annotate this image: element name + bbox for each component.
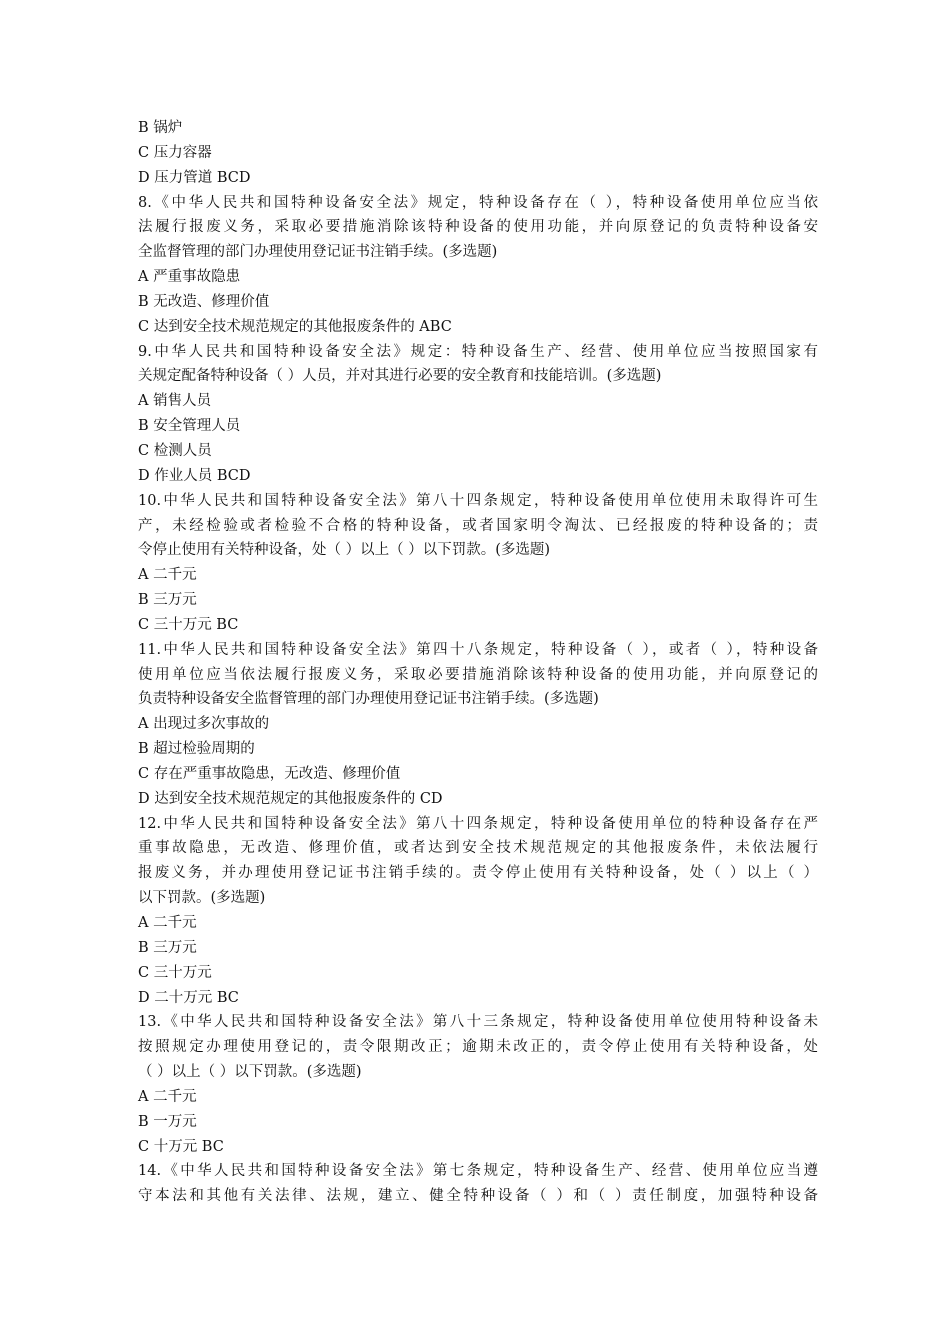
question-9-option-a: A 销售人员 <box>138 393 212 410</box>
question-10-option-a: A 二千元 <box>138 567 197 584</box>
question-11-line-2: 使用单位应当依法履行报废义务，采取必要措施消除该特种设备的使用功能，并向原登记的 <box>138 666 818 683</box>
question-12-option-d-answer: D 二十万元 BC <box>138 989 239 1006</box>
question-9-option-d-answer: D 作业人员 BCD <box>138 467 251 484</box>
option-b-boiler: B 锅炉 <box>138 120 183 136</box>
question-12-line-4: 以下罚款。(多选题) <box>138 890 266 907</box>
question-8-line-2: 法履行报废义务，采取必要措施消除该特种设备的使用功能，并向原登记的负责特种设备安 <box>138 219 818 236</box>
question-9-option-c: C 检测人员 <box>138 442 212 459</box>
question-12-line-1: 12.中华人民共和国特种设备安全法》第八十四条规定，特种设备使用单位的特种设备存在严 <box>138 815 818 832</box>
question-11-option-d-answer: D 达到安全技术规范规定的其他报废条件的 CD <box>138 790 443 807</box>
question-11-option-a: A 出现过多次事故的 <box>138 716 270 733</box>
question-13-line-1: 13.《中华人民共和国特种设备安全法》第八十三条规定，特种设备使用单位使用特种设备未 <box>138 1014 818 1031</box>
question-11-line-3: 负责特种设备安全监督管理的部门办理使用登记证书注销手续。(多选题) <box>138 691 599 708</box>
question-10-line-1: 10.中华人民共和国特种设备安全法》第八十四条规定，特种设备使用单位使用未取得许可生 <box>138 492 818 509</box>
question-9-line-1: 9.中华人民共和国特种设备安全法》规定：特种设备生产、经营、使用单位应当按照国家有 <box>138 343 818 360</box>
question-8-line-1: 8.《中华人民共和国特种设备安全法》规定，特种设备存在（ ），特种设备使用单位应当依 <box>138 194 818 211</box>
question-12-option-a: A 二千元 <box>138 915 197 931</box>
question-13-option-b: B 一万元 <box>138 1113 197 1130</box>
question-10-line-2: 产，未经检验或者检验不合格的特种设备，或者国家明令淘汰、已经报废的特种设备的；责 <box>138 517 818 534</box>
question-8-option-c-answer: C 达到安全技术规范规定的其他报废条件的 ABC <box>138 318 452 335</box>
question-10-line-3: 令停止使用有关特种设备，处（ ）以上（ ）以下罚款。(多选题) <box>138 542 551 559</box>
question-12-option-c: C 三十万元 <box>138 964 212 981</box>
question-9-line-2: 关规定配备特种设备（ ）人员，并对其进行必要的安全教育和技能培训。(多选题) <box>138 368 662 385</box>
question-8-option-b: B 无改造、修理价值 <box>138 293 270 310</box>
question-12-line-3: 报废义务，并办理使用登记证书注销手续的。责令停止使用有关特种设备，处（ ）以上（ ） <box>138 865 818 882</box>
question-9-option-b: B 安全管理人员 <box>138 418 241 435</box>
question-11-option-b: B 超过检验周期的 <box>138 741 255 758</box>
question-12-line-2: 重事故隐患，无改造、修理价值，或者达到安全技术规范规定的其他报废条件，未依法履行 <box>138 840 818 857</box>
question-12-option-b: B 三万元 <box>138 939 197 956</box>
question-14-line-2: 守本法和其他有关法律、法规，建立、健全特种设备（ ）和（ ）责任制度，加强特种设备 <box>138 1188 818 1205</box>
question-13-line-2: 按照规定办理使用登记的，责令限期改正；逾期未改正的，责令停止使用有关特种设备，处 <box>138 1039 818 1056</box>
question-13-line-3: （ ）以上（ ）以下罚款。(多选题) <box>138 1064 362 1081</box>
option-d-pressure-pipe-answer: D 压力管道 BCD <box>138 169 251 186</box>
question-11-line-1: 11.中华人民共和国特种设备安全法》第四十八条规定，特种设备（ ），或者（ ），特种设备 <box>138 641 818 658</box>
question-10-option-b: B 三万元 <box>138 592 197 609</box>
document-page <box>138 116 818 1209</box>
question-8-option-a: A 严重事故隐患 <box>138 269 241 286</box>
question-10-option-c-answer: C 三十万元 BC <box>138 616 239 633</box>
question-8-line-3: 全监督管理的部门办理使用登记证书注销手续。(多选题) <box>138 244 498 261</box>
question-14-line-1: 14.《中华人民共和国特种设备安全法》第七条规定，特种设备生产、经营、使用单位应当遵 <box>138 1163 818 1180</box>
option-c-pressure-vessel: C 压力容器 <box>138 144 212 161</box>
question-13-option-a: A 二千元 <box>138 1088 197 1105</box>
question-13-option-c-answer: C 十万元 BC <box>138 1138 224 1155</box>
question-11-option-c: C 存在严重事故隐患，无改造、修理价值 <box>138 765 401 782</box>
